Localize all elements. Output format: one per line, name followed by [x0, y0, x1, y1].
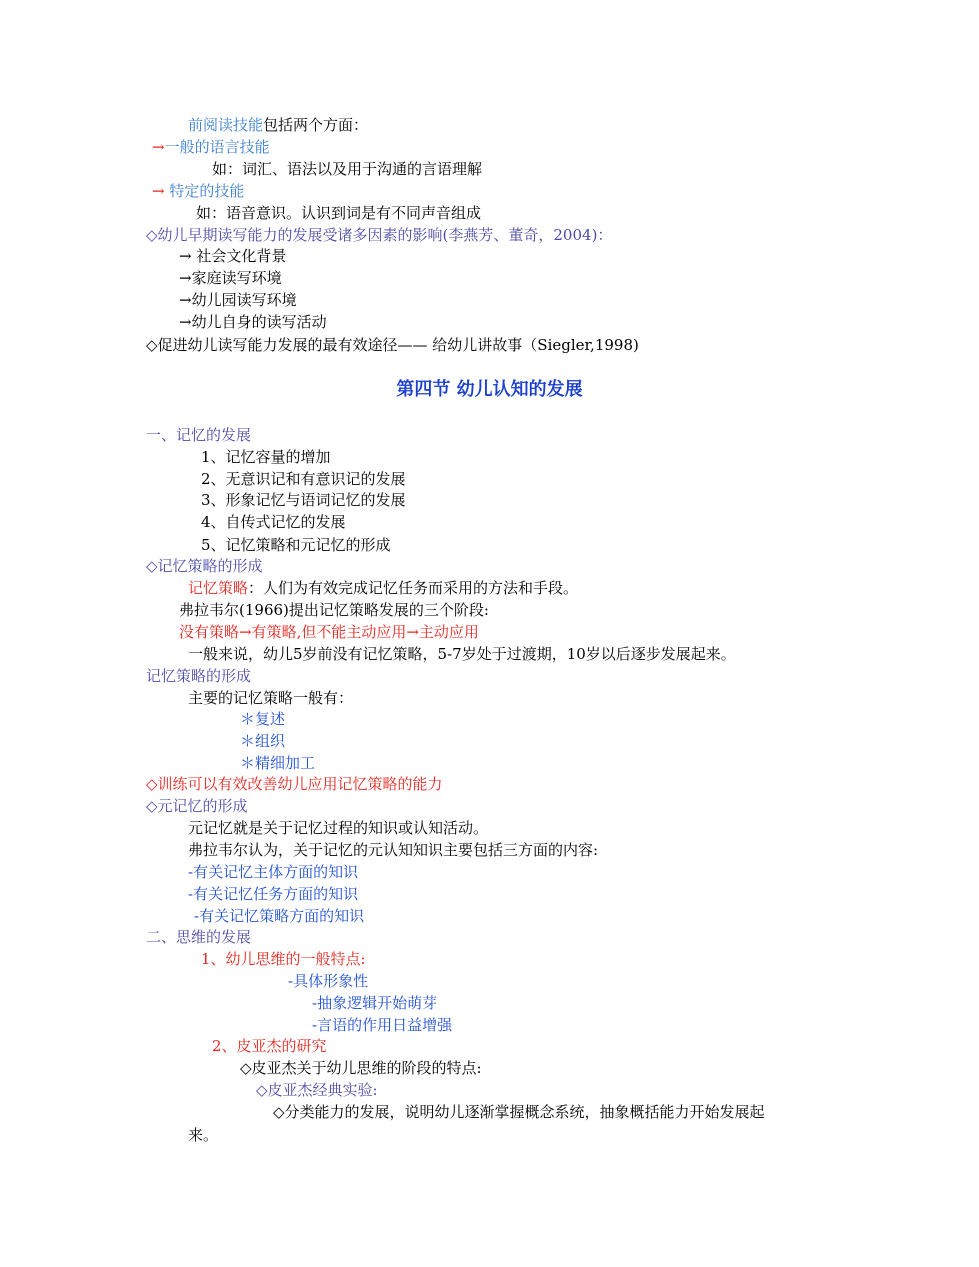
phonological-example: 如：语音意识。认识到词是有不同声音组成 [196, 204, 482, 222]
feature-abstract: -抽象逻辑开始萌芽 [312, 994, 438, 1012]
metamemory-heading: ◇元记忆的形成 [146, 797, 248, 815]
piaget-heading: 2、皮亚杰的研究 [212, 1037, 327, 1055]
factor-social-culture: → 社会文化背景 [179, 247, 287, 265]
memory-strategy-subheading: 记忆策略的形成 [146, 667, 252, 685]
memory-strategy-desc: ：人们为有效完成记忆任务而采用的方法和手段。 [248, 579, 579, 597]
memory-item-5: 5、记忆策略和元记忆的形成 [201, 536, 391, 554]
memory-development-heading: 一、记忆的发展 [146, 426, 252, 444]
pre-reading-skills-line [188, 115, 368, 135]
arrow-icon: → [152, 138, 165, 156]
piaget-experiment: ◇皮亚杰经典实验: [256, 1081, 378, 1099]
pre-reading-skills-text: 包括两个方面： [263, 116, 369, 134]
metamemory-definition: 元记忆就是关于记忆过程的知识或认知活动。 [188, 819, 489, 837]
memory-strategy-term: 记忆策略 [188, 579, 249, 597]
literacy-factors-line: ◇幼儿早期读写能力的发展受诸多因素的影响(李燕芳、董奇，2004)： [146, 226, 613, 244]
flavell-metamemory: 弗拉韦尔认为，关于记忆的元认知知识主要包括三方面的内容: [188, 841, 599, 859]
memory-item-2: 2、无意识记和有意识记的发展 [201, 470, 406, 488]
piaget-stages: ◇皮亚杰关于幼儿思维的阶段的特点: [240, 1059, 482, 1077]
strategy-age-note: 一般来说，幼儿5岁前没有记忆策略，5-7岁处于过渡期，10岁以后逐步发展起来。 [188, 645, 736, 663]
general-language-skills-line [152, 137, 270, 157]
classification-ability: ◇分类能力的发展，说明幼儿逐渐掌握概念系统，抽象概括能力开始发展起 [273, 1103, 765, 1121]
memory-item-1: 1、记忆容量的增加 [201, 448, 331, 466]
section-heading: 第四节 幼儿认知的发展 [396, 379, 583, 400]
strategy-organization: ＊组织 [240, 732, 286, 750]
memory-strategy-definition [188, 578, 578, 598]
feature-language: -言语的作用日益增强 [312, 1016, 453, 1034]
thinking-features-heading: 1、幼儿思维的一般特点: [201, 950, 366, 968]
main-strategies-intro: 主要的记忆策略一般有： [188, 689, 354, 707]
thinking-development-heading: 二、思维的发展 [146, 928, 252, 946]
metamemory-subject: -有关记忆主体方面的知识 [188, 863, 359, 881]
storytelling-line: ◇促进幼儿读写能力发展的最有效途径—— 给幼儿讲故事（Siegler,1998) [146, 336, 639, 354]
flavell-stages: 弗拉韦尔(1966)提出记忆策略发展的三个阶段: [179, 601, 489, 619]
factor-family: →家庭读写环境 [179, 269, 282, 287]
pre-reading-skills-term: 前阅读技能 [188, 116, 264, 134]
metamemory-task: -有关记忆任务方面的知识 [188, 885, 359, 903]
factor-kindergarten: →幼儿园读写环境 [179, 291, 297, 309]
factor-self-activity: →幼儿自身的读写活动 [179, 313, 327, 331]
feature-concrete: -具体形象性 [288, 972, 369, 990]
strategy-rehearsal: ＊复述 [240, 710, 286, 728]
classification-ability-cont: 来。 [188, 1126, 219, 1144]
vocabulary-example: 如：词汇、语法以及用于沟通的言语理解 [212, 160, 483, 178]
training-note: ◇训练可以有效改善幼儿应用记忆策略的能力 [146, 775, 443, 793]
metamemory-strategy: -有关记忆策略方面的知识 [194, 907, 365, 925]
memory-strategy-heading: ◇记忆策略的形成 [146, 557, 263, 575]
specific-skills-line [152, 181, 244, 201]
memory-item-3: 3、形象记忆与语词记忆的发展 [201, 491, 406, 509]
general-language-skills-text: 一般的语言技能 [164, 138, 270, 156]
memory-item-4: 4、自传式记忆的发展 [201, 513, 346, 531]
arrow-icon: → [152, 182, 165, 200]
strategy-stages-flow: 没有策略→有策略,但不能主动应用→主动应用 [179, 623, 479, 641]
specific-skills-text: 特定的技能 [164, 182, 245, 200]
strategy-elaboration: ＊精细加工 [240, 754, 316, 772]
